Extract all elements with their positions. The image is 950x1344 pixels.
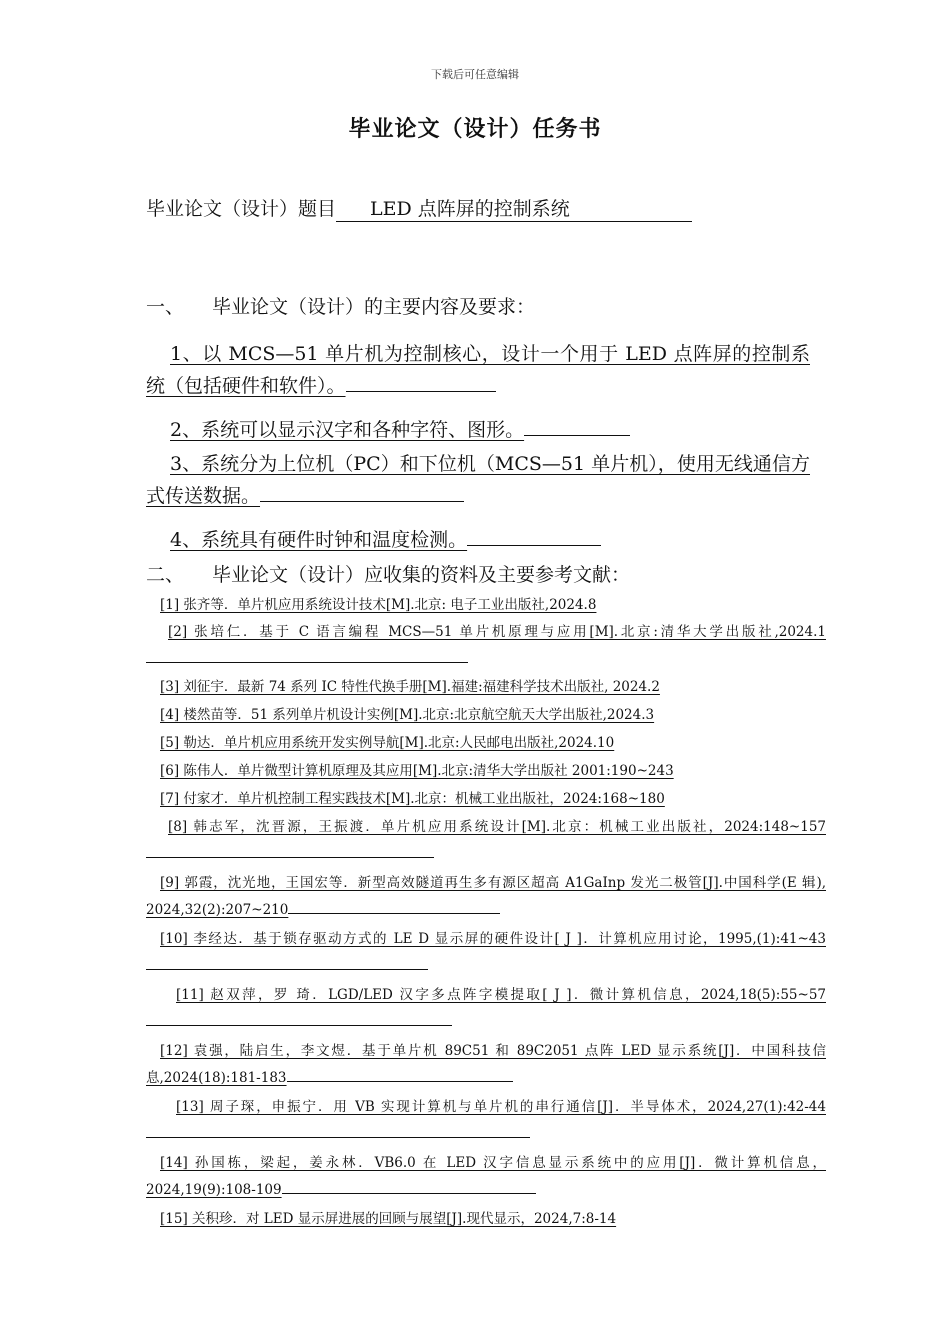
page-header: 下载后可任意编辑 bbox=[431, 68, 519, 81]
reference-item: [6] 陈伟人．单片微型计算机原理及其应用[M].北京:清华大学出版社 2001:190~243 bbox=[160, 763, 674, 779]
topic-value: LED 点阵屏的控制系统 bbox=[336, 194, 692, 222]
reference-item: [12] 袁强，陆启生，李文煜．基于单片机 89C51 和 89C2051 点阵 LED 显示系统[J]．中国科技信息,2024(18):181-183 bbox=[146, 1043, 826, 1086]
section-heading-1 bbox=[146, 292, 535, 319]
thesis-topic-row bbox=[146, 194, 692, 222]
document-title: 毕业论文（设计）任务书 bbox=[348, 117, 602, 142]
section-heading-2 bbox=[146, 560, 630, 587]
reference-item: [2] 张培仁．基于 C 语言编程 MCS—51 单片机原理与应用[M].北京:清华大学出版社,2024.1 bbox=[146, 619, 826, 673]
section-title: 毕业论文（设计）应收集的资料及主要参考文献： bbox=[212, 564, 631, 586]
reference-item: [1] 张齐等．单片机应用系统设计技术[M].北京: 电子工业出版社,2024.8 bbox=[160, 597, 597, 613]
reference-item: [3] 刘征宇．最新 74 系列 IC 特性代换手册[M].福建:福建科学技术出版社, 2024.2 bbox=[160, 679, 660, 695]
requirement-item: 4、系统具有硬件时钟和温度检测。 bbox=[146, 523, 810, 555]
reference-item: [11] 赵双萍，罗 琦．LGD/LED 汉字多点阵字模提取[ J ]．微计算机信息，2024,18(5):55~57 bbox=[146, 982, 826, 1036]
section-title: 毕业论文（设计）的主要内容及要求： bbox=[212, 296, 536, 318]
reference-item: [10] 李经达．基于锁存驱动方式的 LE D 显示屏的硬件设计[ J ]．计算机应用讨论，1995,(1):41~43 bbox=[146, 926, 826, 980]
reference-item: [14] 孙国栋，梁起，姜永林．VB6.0 在 LED 汉字信息显示系统中的应用[J]．微计算机信息，2024,19(9):108-109 bbox=[146, 1155, 826, 1198]
topic-label: 毕业论文（设计）题目 bbox=[146, 198, 337, 220]
reference-item: [5] 勒达．单片机应用系统开发实例导航[M].北京:人民邮电出版社,2024.10 bbox=[160, 735, 615, 751]
section-number: 二、 bbox=[146, 564, 185, 586]
reference-item: [13] 周子琛，申振宁．用 VB 实现计算机与单片机的串行通信[J]．半导体术，2024,27(1):42-44 bbox=[146, 1094, 826, 1148]
section-number: 一、 bbox=[146, 296, 185, 318]
reference-item: [15] 关积珍．对 LED 显示屏进展的回顾与展望[J].现代显示，2024,7:8-14 bbox=[160, 1211, 617, 1227]
requirement-item: 2、系统可以显示汉字和各种字符、图形。 bbox=[146, 413, 810, 445]
reference-item: [8] 韩志军，沈晋源，王振渡．单片机应用系统设计[M].北京：机械工业出版社，2024:148~157 bbox=[146, 814, 826, 868]
requirement-item: 3、系统分为上位机（PC）和下位机（MCS—51 单片机），使用无线通信方式传送数据。 bbox=[146, 453, 810, 507]
reference-item: [4] 楼然苗等．51 系列单片机设计实例[M].北京:北京航空航天大学出版社,2024.3 bbox=[160, 707, 655, 723]
reference-item: [7] 付家才．单片机控制工程实践技术[M].北京：机械工业出版社，2024:168~180 bbox=[160, 791, 665, 807]
requirement-item: 1、以 MCS—51 单片机为控制核心，设计一个用于 LED 点阵屏的控制系统（包括硬件和软件）。 bbox=[146, 343, 810, 397]
reference-item: [9] 郭霞，沈光地，王国宏等．新型高效隧道再生多有源区超高 A1GaInp 发光二极管[J].中国科学(E 辑), 2024,32(2):207~210 bbox=[146, 875, 826, 918]
